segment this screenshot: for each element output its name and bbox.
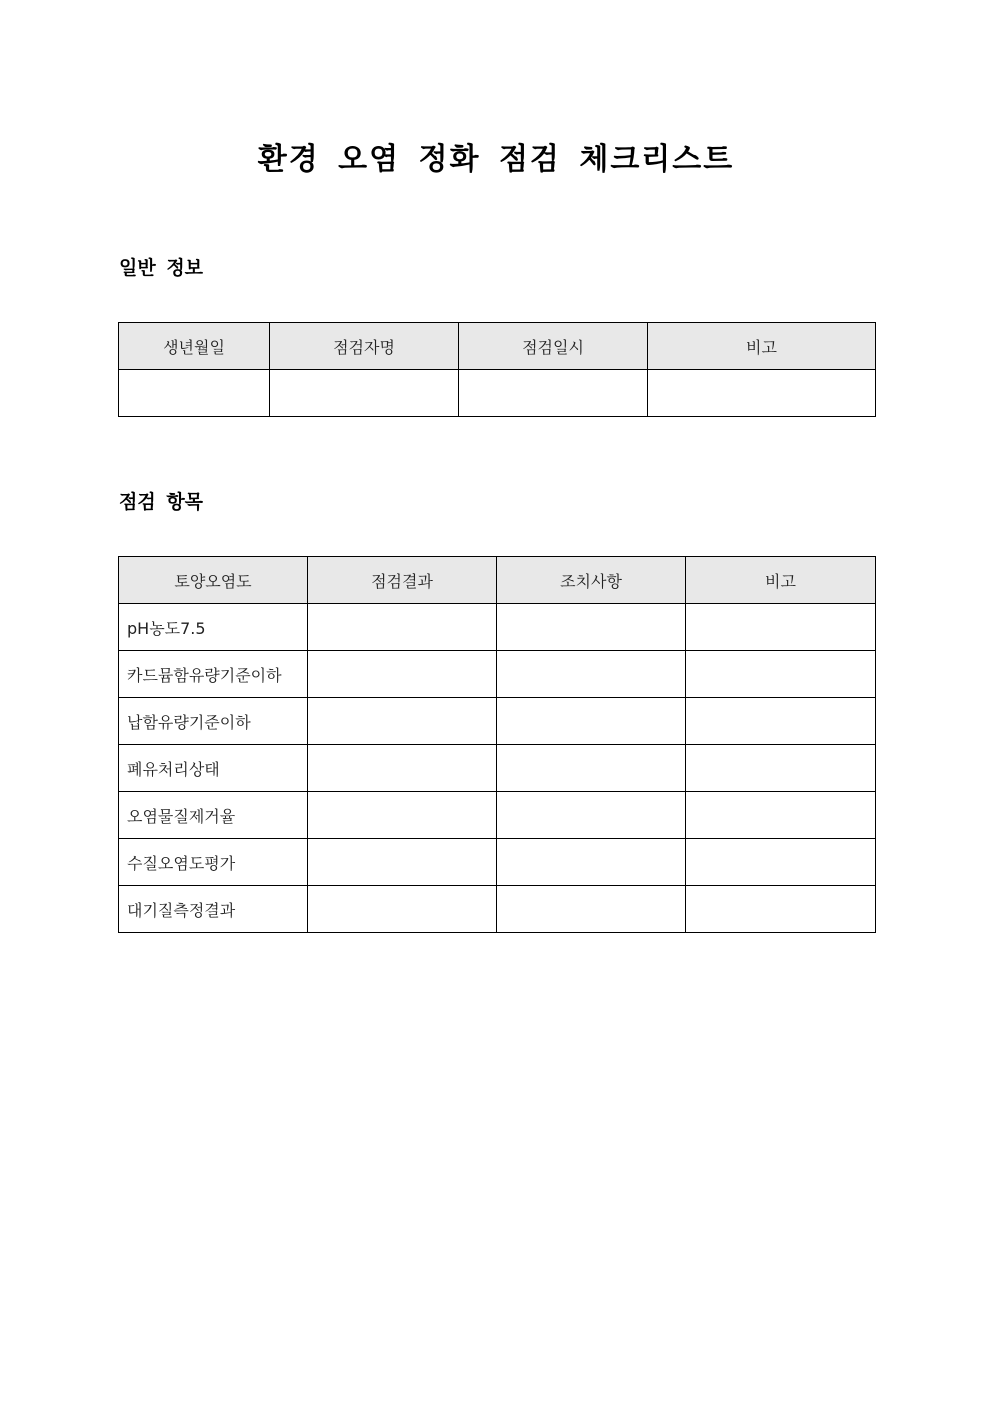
page-title: 환경 오염 정화 점검 체크리스트 xyxy=(257,142,735,177)
input-cell[interactable] xyxy=(686,698,876,745)
section-heading-general: 일반 정보 xyxy=(119,257,204,279)
table-row xyxy=(119,839,876,886)
item-label: 납함유량기준이하 xyxy=(119,698,308,745)
header-cell: 점검일시 xyxy=(459,323,648,370)
input-cell[interactable] xyxy=(308,839,497,886)
table-row xyxy=(119,792,876,839)
table-row xyxy=(119,651,876,698)
input-cell[interactable] xyxy=(648,370,876,417)
input-cell[interactable] xyxy=(308,698,497,745)
item-label: 수질오염도평가 xyxy=(119,839,308,886)
input-cell[interactable] xyxy=(686,651,876,698)
input-cell[interactable] xyxy=(308,604,497,651)
table-row xyxy=(119,604,876,651)
input-cell[interactable] xyxy=(686,792,876,839)
input-cell[interactable] xyxy=(308,651,497,698)
table-row xyxy=(119,370,876,417)
input-cell[interactable] xyxy=(497,745,686,792)
input-cell[interactable] xyxy=(497,792,686,839)
input-cell[interactable] xyxy=(308,745,497,792)
header-cell: 토양오염도 xyxy=(119,557,308,604)
table-row xyxy=(119,886,876,933)
table-header-row xyxy=(119,557,876,604)
table-row xyxy=(119,698,876,745)
header-cell: 점검자명 xyxy=(270,323,459,370)
item-label: 오염물질제거율 xyxy=(119,792,308,839)
input-cell[interactable] xyxy=(497,651,686,698)
input-cell[interactable] xyxy=(308,886,497,933)
input-cell[interactable] xyxy=(308,792,497,839)
item-label: 카드뮴함유량기준이하 xyxy=(119,651,308,698)
table-row xyxy=(119,745,876,792)
input-cell[interactable] xyxy=(497,839,686,886)
general-info-table xyxy=(118,322,876,417)
header-cell: 점검결과 xyxy=(308,557,497,604)
header-cell: 조치사항 xyxy=(497,557,686,604)
item-label: 대기질측정결과 xyxy=(119,886,308,933)
item-label: pH농도7.5 xyxy=(119,604,308,651)
input-cell[interactable] xyxy=(497,604,686,651)
table-header-row xyxy=(119,323,876,370)
input-cell[interactable] xyxy=(497,698,686,745)
input-cell[interactable] xyxy=(459,370,648,417)
item-label: 폐유처리상태 xyxy=(119,745,308,792)
header-cell: 비고 xyxy=(648,323,876,370)
section-heading-inspection: 점검 항목 xyxy=(119,491,204,513)
input-cell[interactable] xyxy=(686,604,876,651)
input-cell[interactable] xyxy=(497,886,686,933)
input-cell[interactable] xyxy=(119,370,270,417)
header-cell: 생년월일 xyxy=(119,323,270,370)
header-cell: 비고 xyxy=(686,557,876,604)
input-cell[interactable] xyxy=(686,886,876,933)
input-cell[interactable] xyxy=(686,745,876,792)
input-cell[interactable] xyxy=(270,370,459,417)
inspection-table xyxy=(118,556,876,933)
input-cell[interactable] xyxy=(686,839,876,886)
